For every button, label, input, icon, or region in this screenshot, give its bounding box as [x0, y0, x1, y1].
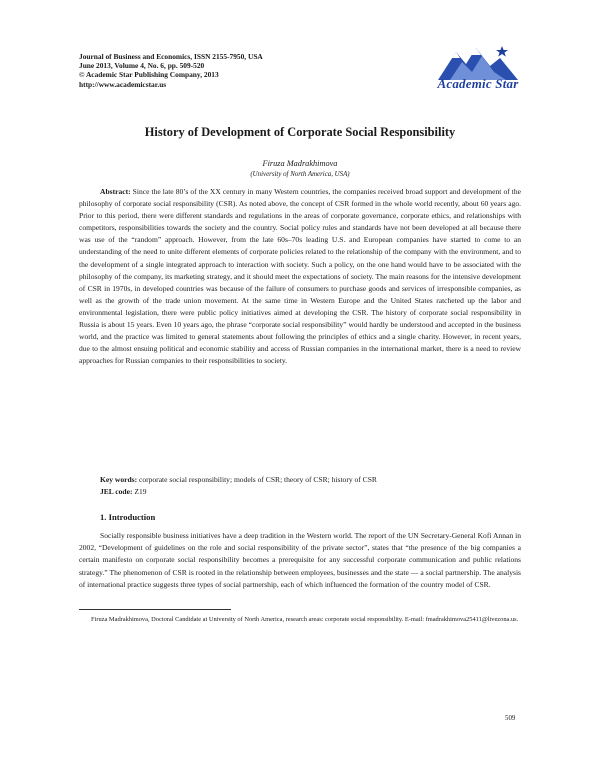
journal-url-link[interactable]: http://www.academicstar.us	[79, 79, 167, 89]
abstract-text: Since the late 80’s of the XX century in many Western countries, the companies received broad support and development of the philosophy of corporate social responsibility (CSR). As noted above, the concept of CSR formed in the whole world recently, about 60 years ago. Prior to this period, there were different standards and regulations in the areas of corporate governance, corporate ethics, and relationships with competitors, responsibilities towards the society and the country. Social policy rules and standards have not been developed at all because there was use of the “random” approach. However, from the late 60s–70s leading U.S. and European companies have started to come to an understanding of the need to unite different elements of corporate policies related to the relationship of the company with the environment, and to the development of a single integrated approach to interaction with society. Such a policy, on the one hand would have to be associated with the philosophy of the company, its marketing strategy, and it should meet the expectations of society. The main reasons for the intensive development of CSR in 1970s, in developed countries was because of the failure of consumers to purchase goods and services of irresponsible companies, as well as the growth of the trade union movement. At the same time in Western Europe and the United States ratcheted up the labor and environmental legislation, there were public policy initiatives aimed at developing the CSR. The history of corporate social responsibility in Russia is about 15 years. Even 10 years ago, the phrase “corporate social responsibility” would hardly be understood and accepted in the business world, and the practice was limited to general statements about following the principles of ethics and a single charity. However, in recent years, due to the almost ensuing political and economic stability and access of Russian companies in the international market, there is a need to review approaches for Russian companies to their responsibilities to society.	[79, 187, 522, 366]
author-footnote: Firuza Madrakhimova, Doctoral Candidate at University of North America, research areas: corporate social responsibility. E-mail: fmadrakhimova25411@livezona.us.	[91, 616, 519, 623]
introduction-paragraph: Socially responsible business initiatives have a deep tradition in the Western world. The report of the UN Secretary-General Kofi Annan in 2002, “Development of guidelines on the role and social responsibility of the private sector”, states that “the presence of the big companies a certain manifesto on corporate social responsibility becomes a prerequisite for any successful corporate communication and public relations strategy.” The phenomenon of CSR is rooted in the relationship between employees, businesses and the state — a social partnership. The analysis of international practice suggests three types of social partnership, each of which influenced the formation of the country model of CSR.	[79, 531, 521, 589]
keywords-line	[100, 474, 377, 486]
journal-header	[79, 52, 359, 89]
footnote-divider	[79, 609, 231, 610]
page-number: 509	[505, 715, 516, 722]
logo-text: Academic Star	[437, 76, 519, 91]
jel-label: JEL code:	[100, 487, 133, 496]
academic-star-logo	[432, 44, 524, 96]
keywords-label: Key words:	[100, 475, 138, 484]
section-heading-introduction: 1. Introduction	[100, 512, 156, 522]
abstract-paragraph	[79, 186, 521, 367]
copyright-line: © Academic Star Publishing Company, 2013	[79, 70, 219, 80]
paper-title: History of Development of Corporate Social Responsibility	[144, 125, 456, 139]
issue-line: June 2013, Volume 4, No. 6, pp. 509-520	[79, 61, 205, 71]
jel-code-line	[100, 486, 147, 498]
abstract-label: Abstract:	[100, 187, 131, 196]
author-affiliation: (University of North America, USA)	[250, 171, 350, 178]
journal-name-line: Journal of Business and Economics, ISSN 2155-7950, USA	[79, 52, 263, 61]
jel-value: Z19	[134, 487, 147, 496]
author-name: Firuza Madrakhimova	[262, 159, 338, 168]
keywords-text: corporate social responsibility; models of CSR; theory of CSR; history of CSR	[139, 475, 377, 484]
